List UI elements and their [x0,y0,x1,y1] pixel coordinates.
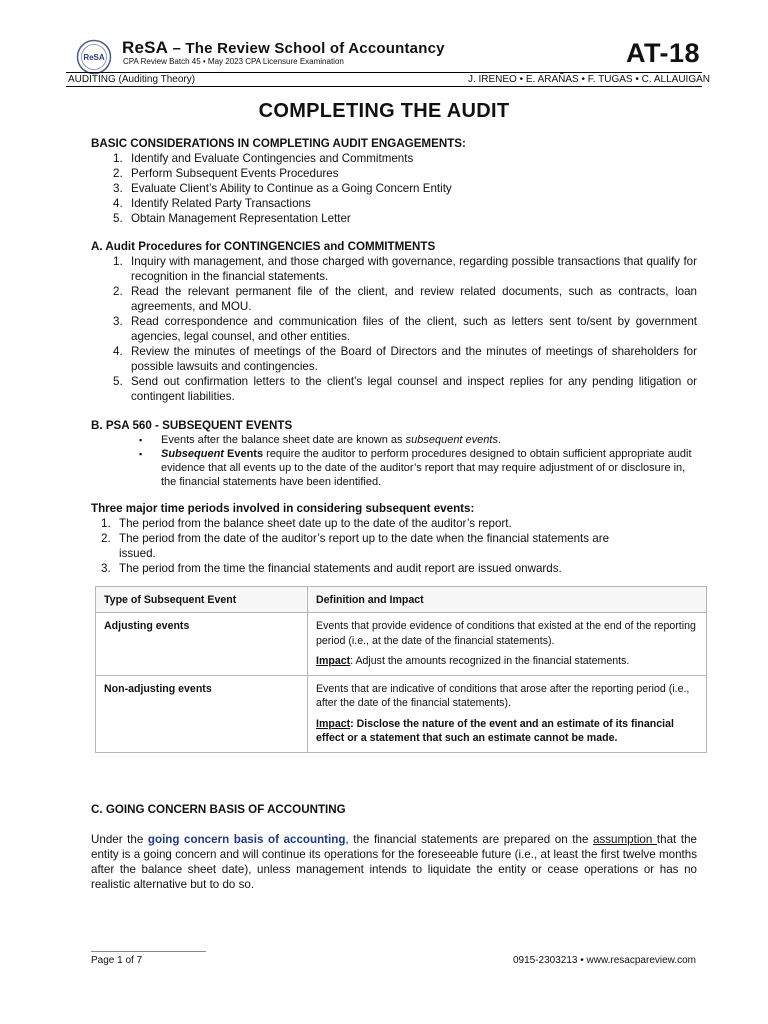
list-item: 5. Send out confirmation letters to the client’s legal counsel and inspect replies for any pending litigation or contingent liabilities. [113,375,697,403]
definition-text: Events that are indicative of conditions that arose after the reporting period (i.e., after the date of the financial statements). [316,682,690,709]
basic-considerations [91,136,697,226]
time-periods [91,501,697,576]
section-a-heading: A. Audit Procedures for CONTINGENCIES and COMMITMENTS [91,240,436,253]
header-rule-top [66,72,702,73]
footer-rule [91,951,206,952]
header-rule-bottom [66,86,702,87]
footer-contact: 0915-2303213 • www.resacpareview.com [512,955,696,966]
table-row [96,613,707,676]
column-header: Type of Subsequent Event [96,587,308,613]
list-item: ▪ Events after the balance sheet date are known as subsequent events. [139,434,502,446]
list-item: 3. The period from the time the financial statements and audit report are issued onwards. [101,562,562,575]
definition-cell [308,613,707,676]
resa-logo-icon [76,39,112,75]
table-header-row [96,587,707,613]
batch-info: CPA Review Batch 45 • May 2023 CPA Licensure Examination [123,57,344,66]
basic-list [91,151,697,226]
subsequent-events-table [95,586,707,753]
list-item: 1. Identify and Evaluate Contingencies and Commitments [113,152,414,165]
definition-text: Events that provide evidence of conditions that existed at the end of the reporting period (i.e., at the date of the financial statements). [316,620,696,647]
periods-list [79,516,697,576]
section-b [91,418,697,489]
page-title: COMPLETING THE AUDIT [258,100,510,122]
list-item: 4. Identify Related Party Transactions [113,197,311,210]
school-prefix: ReSA [122,38,169,57]
list-item: 2. The period from the date of the auditor’s report up to the date when the financial statements are issued. [101,532,610,560]
event-type-cell: Adjusting events [96,613,308,676]
section-a-list [91,254,697,404]
handout-code: AT-18 [626,38,701,68]
impact-text: Impact: Disclose the nature of the event and an estimate of its financial effect or a statement that such an estimate cannot be made. [316,717,674,744]
subject-label: AUDITING (Auditing Theory) [68,74,196,85]
section-c-heading: C. GOING CONCERN BASIS OF ACCOUNTING [91,803,346,816]
logo-text: ReSA [83,53,105,62]
list-item: 1. The period from the balance sheet date up to the date of the auditor’s report. [101,517,512,530]
periods-heading: Three major time periods involved in considering subsequent events: [91,502,475,515]
basic-heading: BASIC CONSIDERATIONS IN COMPLETING AUDIT ENGAGEMENTS: [91,137,466,150]
list-item: 2. Read the relevant permanent file of the client, and review related documents, such as contracts, loan agreements, and MOU. [113,285,697,313]
definition-cell [308,675,707,752]
list-item: 3. Evaluate Client’s Ability to Continue as a Going Concern Entity [113,182,452,195]
list-item: 5. Obtain Management Representation Letter [113,212,351,225]
table-row [96,675,707,752]
section-a [91,239,697,404]
school-full-name: – The Review School of Accountancy [168,40,445,57]
section-c [91,802,697,892]
section-b-bullets [91,433,697,489]
page-number: Page 1 of 7 [91,955,143,966]
list-item: 3. Read correspondence and communication files of the client, such as letters sent to/sent by government agencies, legal counsel, and other entities. [113,315,697,343]
list-item: ▪ Subsequent Events require the auditor to perform procedures designed to obtain sufficient appropriate audit evidence that all events up to the date of the auditor’s report that may require adjustment of or disclosure in, the financial statements have been identified. [139,448,692,488]
authors-label: J. IRENEO • E. ARAÑAS • F. TUGAS • C. ALLAUIGAN [467,74,710,85]
event-type-cell: Non-adjusting events [96,675,308,752]
bullet-icon: ▪ [139,435,143,445]
school-name [122,38,445,58]
column-header: Definition and Impact [308,587,707,613]
going-concern-paragraph: Under the going concern basis of accounting, the financial statements are prepared on the assumption that the entity is a going concern and will continue its operations for the foreseeable future (i.e., at least the first twelve months after the balance sheet date), unless management intends to liquidate the entity or cease operations or has no realistic alternative but to do so. [91,833,697,891]
impact-text: Impact: Adjust the amounts recognized in the financial statements. [316,655,630,667]
list-item: 4. Review the minutes of meetings of the Board of Directors and the minutes of meetings of shareholders for possible lawsuits and contingencies. [113,345,697,373]
section-b-heading: B. PSA 560 - SUBSEQUENT EVENTS [91,419,293,432]
list-item: 2. Perform Subsequent Events Procedures [113,167,339,180]
list-item: 1. Inquiry with management, and those charged with governance, regarding possible transactions that qualify for recognition in the financial statements. [113,255,697,283]
bullet-icon: ▪ [139,449,143,459]
